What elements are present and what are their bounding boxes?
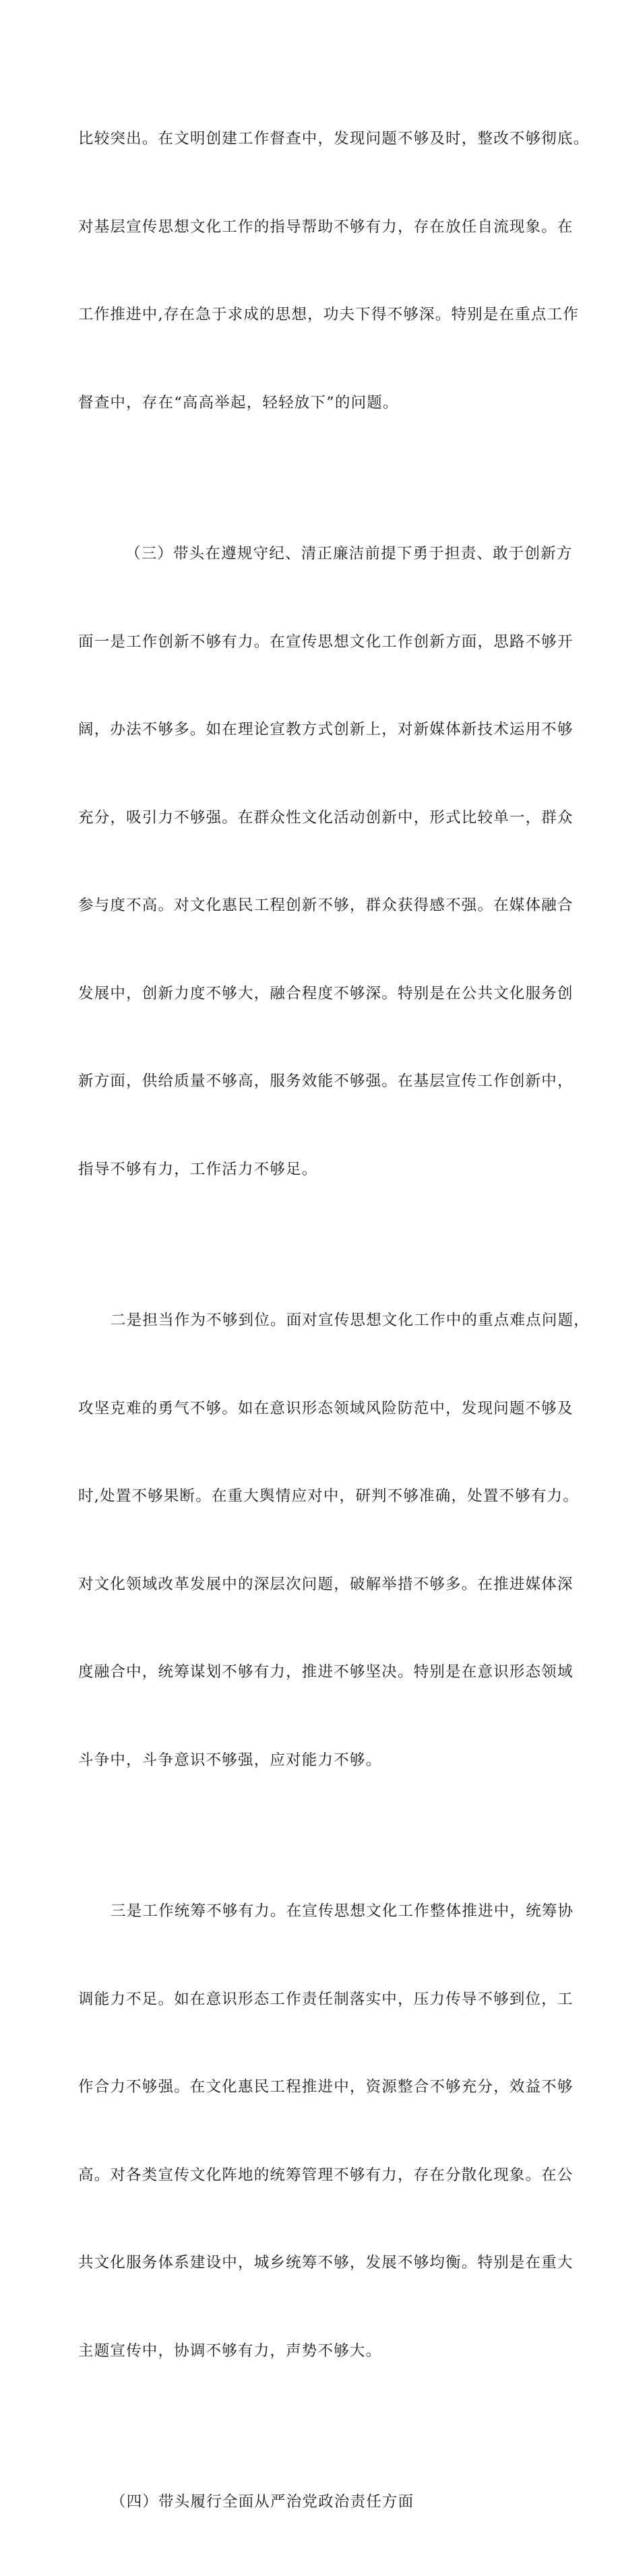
section-three-paragraph xyxy=(78,481,577,1243)
section-heading-four: （四）带头履行全面从严治党政治责任方面 xyxy=(111,2493,414,2511)
text-line: 参与度不高。对文化惠民工程创新不够，群众获得感不强。在媒体融合 xyxy=(78,897,574,914)
text-line: 充分，吸引力不够强。在群众性文化活动创新中，形式比较单一，群众 xyxy=(78,808,574,827)
text-line: 作合力不够强。在文化惠民工程推进中，资源整合不够充分，效益不够 xyxy=(78,2078,574,2096)
text-line: 指导不够有力，工作活力不够足。 xyxy=(78,1160,318,1178)
text-line: 时,处置不够果断。在重大舆情应对中，研判不够准确，处置不够有力。 xyxy=(78,1487,580,1505)
text-line: 主题宣传中，协调不够有力，声势不够大。 xyxy=(78,2342,382,2360)
text-line: 攻坚克难的勇气不够。如在意识形态领域风险防范中，发现问题不够及 xyxy=(78,1399,574,1417)
text-line: 阔，办法不够多。如在理论宣教方式创新上，对新媒体新技术运用不够 xyxy=(78,721,574,738)
paragraph-continuation xyxy=(78,66,590,476)
text-line: 对基层宣传思想文化工作的指导帮助不够有力，存在放任自流现象。在 xyxy=(78,218,574,236)
text-line: 高。对各类宣传文化阵地的统筹管理不够有力，存在分散化现象。在公 xyxy=(78,2166,574,2184)
paragraph-third-point xyxy=(78,1838,577,2424)
text-line: 共文化服务体系建设中，城乡统筹不够，发展不够均衡。特别是在重大 xyxy=(78,2254,574,2272)
section-four-heading xyxy=(78,2429,577,2576)
text-line: 面一是工作创新不够有力。在宣传思想文化工作创新方面，思路不够开 xyxy=(78,633,574,651)
text-line: 斗争中，斗争意识不够强，应对能力不够。 xyxy=(78,1751,382,1769)
text-line: 对文化领域改革发展中的深层次问题，破解举措不够多。在推进媒体深 xyxy=(78,1575,574,1593)
text-line: 比较突出。在文明创建工作督查中，发现问题不够及时，整改不够彻底。 xyxy=(78,130,590,148)
text-line: 三是工作统筹不够有力。在宣传思想文化工作整体推进中，统筹协 xyxy=(111,1902,574,1920)
document-body xyxy=(78,66,590,2576)
text-line: 调能力不足。如在意识形态工作责任制落实中，压力传导不够到位，工 xyxy=(78,1990,574,2008)
paragraph-second-point xyxy=(78,1248,590,1834)
text-line: 新方面，供给质量不够高，服务效能不够强。在基层宣传工作创新中， xyxy=(78,1072,574,1090)
text-line: 督查中，存在“高高举起，轻轻放下”的问题。 xyxy=(78,393,399,412)
text-line: 二是担当作为不够到位。面对宣传思想文化工作中的重点难点问题， xyxy=(111,1312,590,1329)
section-heading-three: （三）带头在遵规守纪、清正廉洁前提下勇于担责、敢于创新方 xyxy=(125,545,573,562)
text-line: 发展中，创新力度不够大，融合程度不够深。特别是在公共文化服务创 xyxy=(78,984,574,1002)
text-line: 度融合中，统筹谋划不够有力，推进不够坚决。特别是在意识形态领域 xyxy=(78,1663,574,1681)
text-line: 工作推进中,存在急于求成的思想，功夫下得不够深。特别是在重点工作 xyxy=(78,306,580,323)
